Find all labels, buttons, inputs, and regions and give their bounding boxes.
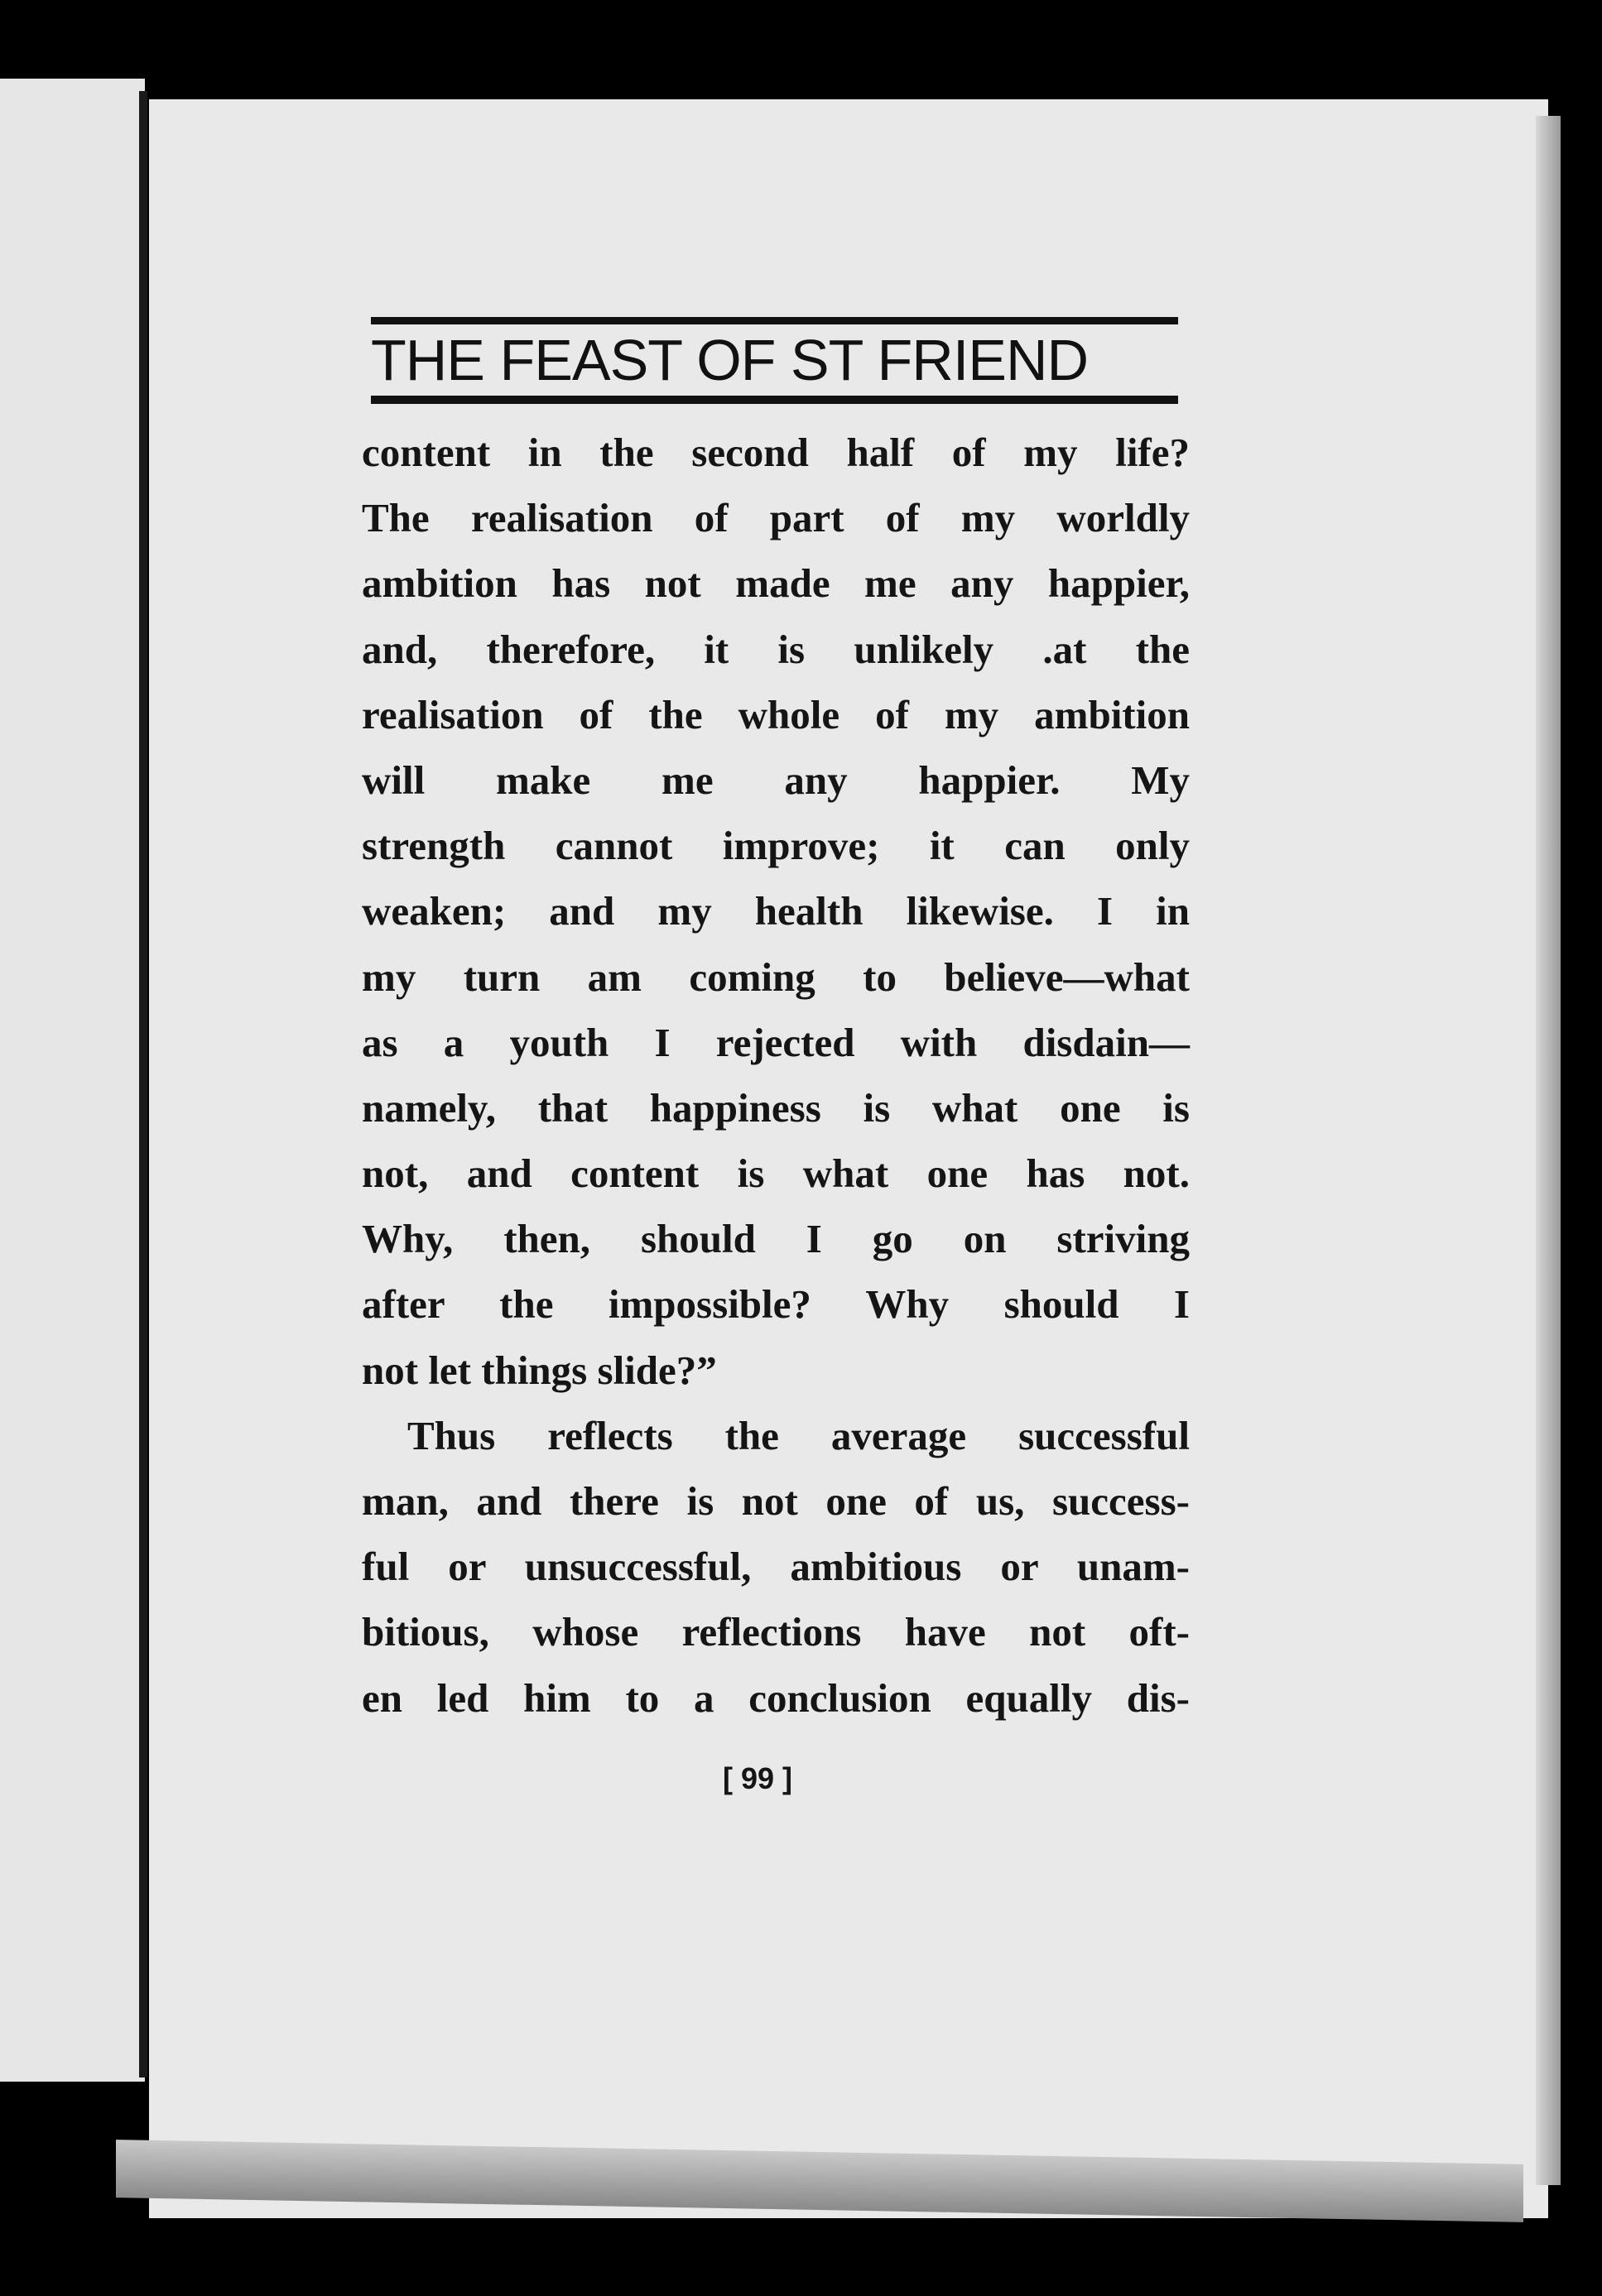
text-line: en led him to a conclusion equally dis- bbox=[362, 1674, 1190, 1721]
text-line: Thus reflects the average successful bbox=[407, 1412, 1190, 1458]
page-number: [ 99 ] bbox=[722, 1761, 793, 1795]
text-line: not let things slide?” bbox=[362, 1347, 717, 1393]
binding-shadow bbox=[139, 91, 147, 2077]
running-head: THE FEAST OF ST FRIEND bbox=[371, 328, 1089, 392]
text-line: after the impossible? Why should I bbox=[362, 1281, 1190, 1328]
text-line: will make me any happier. My bbox=[362, 757, 1190, 803]
page-edge-shadow bbox=[1536, 116, 1561, 2185]
text-line: weaken; and my health likewise. I in bbox=[362, 888, 1190, 934]
page-body-text bbox=[362, 420, 1190, 1731]
text-line: strength cannot improve; it can only bbox=[362, 823, 1190, 869]
text-line: not, and content is what one has not. bbox=[362, 1150, 1190, 1197]
text-line: my turn am coming to believe—what bbox=[362, 953, 1190, 1000]
text-line: realisation of the whole of my ambition bbox=[362, 691, 1190, 737]
text-line: bitious, whose reflections have not oft- bbox=[362, 1609, 1190, 1655]
text-line: and, therefore, it is unlikely .at the bbox=[362, 626, 1190, 672]
text-line: The realisation of part of my worldly bbox=[362, 495, 1190, 541]
text-line: namely, that happiness is what one is bbox=[362, 1084, 1190, 1131]
facing-page-edge bbox=[0, 79, 145, 2082]
text-line: content in the second half of my life? bbox=[362, 430, 1190, 475]
text-line: as a youth I rejected with disdain— bbox=[362, 1019, 1190, 1065]
text-line: Why, then, should I go on striving bbox=[362, 1216, 1190, 1262]
text-line: ambition has not made me any happier, bbox=[362, 560, 1190, 607]
header-rule-top bbox=[371, 317, 1178, 324]
header-rule-bottom bbox=[371, 396, 1178, 404]
text-line: ful or unsuccessful, ambitious or unam- bbox=[362, 1544, 1190, 1590]
text-line: man, and there is not one of us, success- bbox=[362, 1478, 1190, 1524]
